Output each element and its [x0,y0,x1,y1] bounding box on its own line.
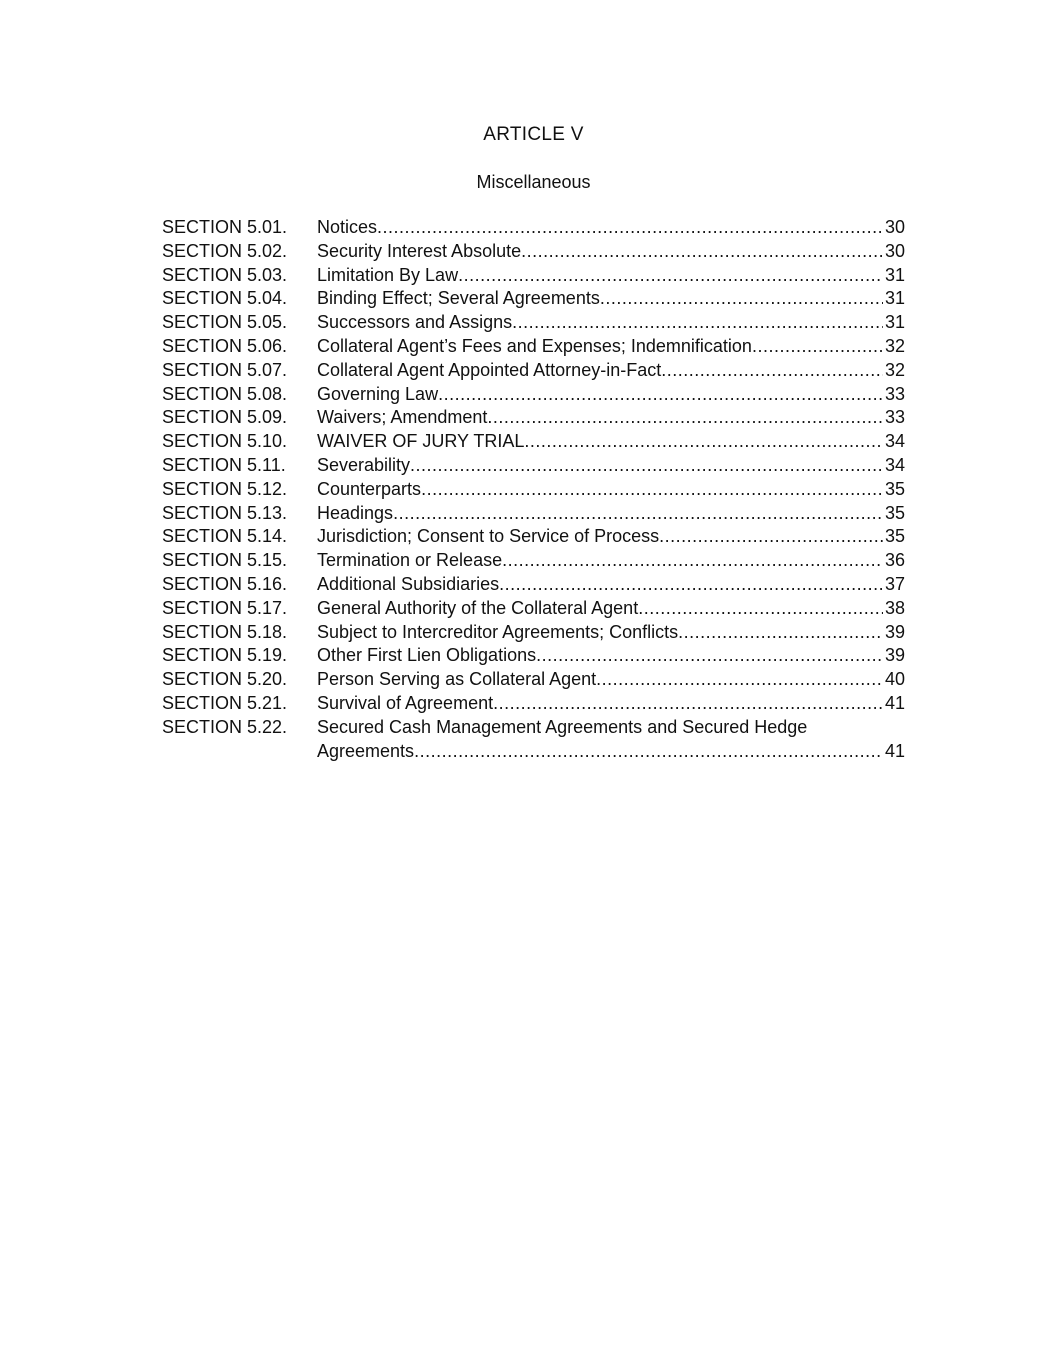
dot-leader [414,740,883,764]
page-number: 34 [884,454,905,475]
page-number: 41 [884,740,905,761]
section-title: Limitation By Law [317,264,459,285]
section-title: Subject to Intercreditor Agreements; Conflicts [317,621,679,642]
section-title: Waivers; Amendment [317,407,488,428]
toc-entry[interactable] [162,240,905,264]
toc-entry[interactable] [162,668,905,692]
section-title: Collateral Agent Appointed Attorney-in-Fact [317,359,662,380]
toc-entry[interactable] [162,311,905,335]
section-number: SECTION 5.01. [162,217,288,237]
section-title: Binding Effect; Several Agreements [317,288,600,309]
page-number: 31 [884,264,905,285]
dot-leader [493,692,883,716]
dot-leader [502,549,883,573]
section-title: Governing Law [317,383,439,404]
toc-entry[interactable] [162,573,905,597]
toc-entry[interactable] [162,216,905,240]
section-number: SECTION 5.08. [162,383,288,404]
dot-leader [421,478,883,502]
page-number: 30 [884,240,905,261]
section-title: Headings [317,502,394,523]
table-of-contents [162,216,905,763]
section-title: Counterparts [317,478,422,499]
toc-entry[interactable] [162,692,905,716]
dot-leader [410,454,883,478]
page-number: 31 [884,288,905,309]
section-number: SECTION 5.20. [162,669,288,690]
dot-leader [596,668,883,692]
toc-entry[interactable] [162,549,905,573]
section-number: SECTION 5.07. [162,359,288,380]
toc-entry[interactable] [162,644,905,668]
section-number: SECTION 5.21. [162,692,288,713]
section-title: Notices [317,217,378,237]
section-title: Jurisdiction; Consent to Service of Process [317,526,660,547]
section-number: SECTION 5.02. [162,240,288,261]
page-number: 35 [884,526,905,547]
section-number: SECTION 5.11. [162,454,286,475]
page-number: 35 [884,478,905,499]
article-title: ARTICLE V [483,124,584,145]
toc-entry[interactable] [162,502,905,526]
section-title: Additional Subsidiaries [317,573,500,594]
section-title-line2: Agreements [317,740,415,761]
toc-entry[interactable] [162,406,905,430]
section-title: Survival of Agreement [317,692,494,713]
dot-leader [512,311,883,335]
section-number: SECTION 5.17. [162,597,288,618]
toc-entry[interactable] [162,454,905,478]
dot-leader [393,502,883,526]
page-number: 31 [884,312,905,333]
section-title: Termination or Release [317,550,503,571]
toc-entry[interactable] [162,430,905,454]
dot-leader [659,525,883,549]
dot-leader [536,644,883,668]
dot-leader [487,406,883,430]
section-number: SECTION 5.12. [162,478,288,499]
page-number: 34 [884,431,905,452]
toc-entry[interactable] [162,621,905,645]
section-title: Other First Lien Obligations [317,645,537,666]
section-title: Collateral Agent’s Fees and Expenses; Indemnification [317,335,752,356]
toc-entry[interactable] [162,264,905,288]
section-title: Severability [317,454,411,475]
section-title: Person Serving as Collateral Agent [317,669,597,690]
section-number: SECTION 5.18. [162,621,288,642]
toc-entry-last[interactable] [162,716,905,764]
section-number: SECTION 5.16. [162,573,288,594]
section-number: SECTION 5.14. [162,526,288,547]
dot-leader [661,359,883,383]
dot-leader [499,573,883,597]
dot-leader [638,597,883,621]
dot-leader [600,287,883,311]
section-number: SECTION 5.05. [162,312,288,333]
toc-entry[interactable] [162,597,905,621]
toc-entry[interactable] [162,478,905,502]
section-number: SECTION 5.13. [162,502,288,523]
page-number: 35 [884,502,905,523]
dot-leader [438,383,883,407]
dot-leader [458,264,883,288]
section-number: SECTION 5.15. [162,550,288,571]
toc-entry[interactable] [162,525,905,549]
page-number: 36 [884,550,905,571]
page-number: 30 [884,217,905,237]
dot-leader [752,335,883,359]
toc-entry[interactable] [162,335,905,359]
section-title: General Authority of the Collateral Agent [317,597,639,618]
page-number: 33 [884,407,905,428]
page-number: 39 [884,645,905,666]
section-number: SECTION 5.06. [162,335,288,356]
page-number: 32 [884,335,905,356]
page-number: 39 [884,621,905,642]
dot-leader [524,430,883,454]
toc-entry[interactable] [162,287,905,311]
section-number: SECTION 5.04. [162,288,288,309]
section-number: SECTION 5.22. [162,716,288,737]
page-number: 40 [884,669,905,690]
toc-entry[interactable] [162,359,905,383]
page-number: 32 [884,359,905,380]
section-title-line1: Secured Cash Management Agreements and Secured Hedge [317,716,808,737]
section-number: SECTION 5.19. [162,645,288,666]
section-title: WAIVER OF JURY TRIAL [317,431,525,452]
page-number: 38 [884,597,905,618]
section-title: Successors and Assigns [317,312,513,333]
page-number: 41 [884,692,905,713]
section-title: Security Interest Absolute [317,240,522,261]
page-number: 33 [884,383,905,404]
section-number: SECTION 5.03. [162,264,288,285]
section-number: SECTION 5.09. [162,407,288,428]
page-number: 37 [884,573,905,594]
dot-leader [678,621,883,645]
dot-leader [521,240,883,264]
article-subtitle: Miscellaneous [476,172,591,192]
section-number: SECTION 5.10. [162,431,288,452]
toc-entry[interactable] [162,383,905,407]
dot-leader [377,216,883,240]
